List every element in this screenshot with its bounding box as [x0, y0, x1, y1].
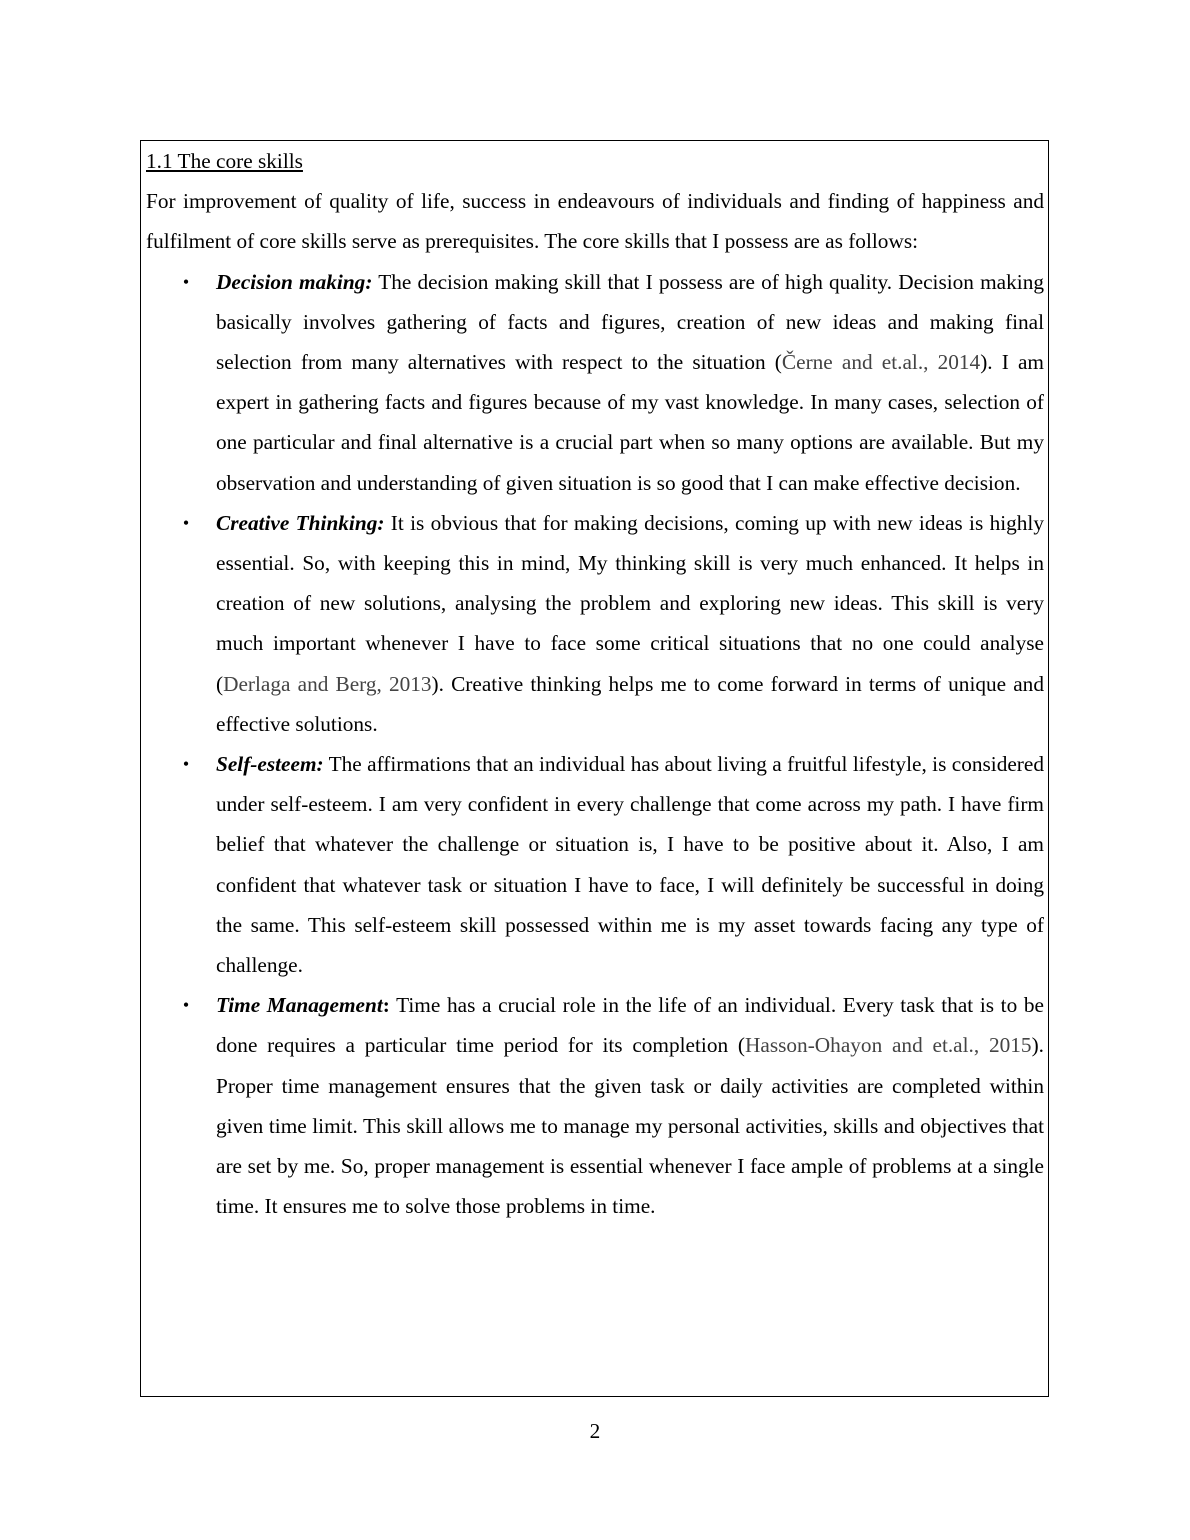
- skill-text: The decision making skill that I possess are of high quality. Decision making basically involves gathering of facts and figures, creation of new ideas and making final selection from many alternatives with respect to the situation (: [216, 269, 1045, 375]
- content-frame: [140, 140, 1049, 1397]
- skill-term: Time Management: [216, 993, 383, 1018]
- skill-term: Decision making:: [216, 269, 373, 294]
- list-item-creative-thinking: [146, 503, 1044, 744]
- skill-text-continued: ). Creative thinking helps me to come forward in terms of unique and effective solutions.: [216, 671, 1044, 736]
- skill-term: Creative Thinking:: [216, 510, 385, 535]
- skill-term-colon: :: [382, 993, 390, 1018]
- skill-term: Self-esteem:: [216, 752, 324, 777]
- document-body: [146, 141, 1044, 1226]
- citation: Hasson-Ohayon and et.al., 2015: [745, 1033, 1032, 1058]
- citation: Černe and et.al., 2014: [781, 350, 981, 375]
- skill-text-continued: ). I am expert in gathering facts and figures because of my vast knowledge. In many cases, selection of one particular and final alternative is a crucial part when so many options are available. But my observation and understanding of given situation is so good that I can make effective decision.: [216, 350, 1044, 495]
- list-item-time-management: [146, 985, 1044, 1226]
- section-heading: 1.1 The core skills: [146, 149, 303, 173]
- list-item-decision-making: [146, 262, 1044, 503]
- skill-text-continued: ). Proper time management ensures that the given task or daily activities are completed within given time limit. This skill allows me to manage my personal activities, skills and objectives that are set by me. So, proper management is essential whenever I face ample of problems at a single time. It ensures me to solve those problems in time.: [216, 1033, 1044, 1219]
- page-number: 2: [589, 1419, 601, 1443]
- bullet-icon: •: [182, 271, 190, 292]
- intro-paragraph: For improvement of quality of life, success in endeavours of individuals and finding of happiness and fulfilment of core skills serve as prerequisites. The core skills that I possess are as follows:: [146, 189, 1044, 254]
- skill-text: It is obvious that for making decisions, coming up with new ideas is highly essential. So, with keeping this in mind, My thinking skill is very much enhanced. It helps in creation of new solutions, analysing the problem and exploring new ideas. This skill is very much important whenever I have to face some critical situations that no one could analyse (: [216, 510, 1044, 696]
- skill-text: The affirmations that an individual has about living a fruitful lifestyle, is considered under self-esteem. I am very confident in every challenge that come across my path. I have firm belief that whatever the challenge or situation is, I have to be positive about it. Also, I am confident that whatever task or situation I have to face, I will definitely be successful in doing the same. This self-esteem skill possessed within me is my asset towards facing any type of challenge.: [216, 752, 1044, 978]
- skills-list: [146, 262, 1044, 1227]
- list-item-self-esteem: [146, 744, 1044, 985]
- bullet-icon: •: [182, 995, 190, 1016]
- skill-text: Time has a crucial role in the life of an individual. Every task that is to be done requires a particular time period for its completion (: [216, 993, 1044, 1058]
- bullet-icon: •: [182, 512, 190, 533]
- citation: Derlaga and Berg, 2013: [223, 671, 432, 696]
- bullet-icon: •: [182, 754, 190, 775]
